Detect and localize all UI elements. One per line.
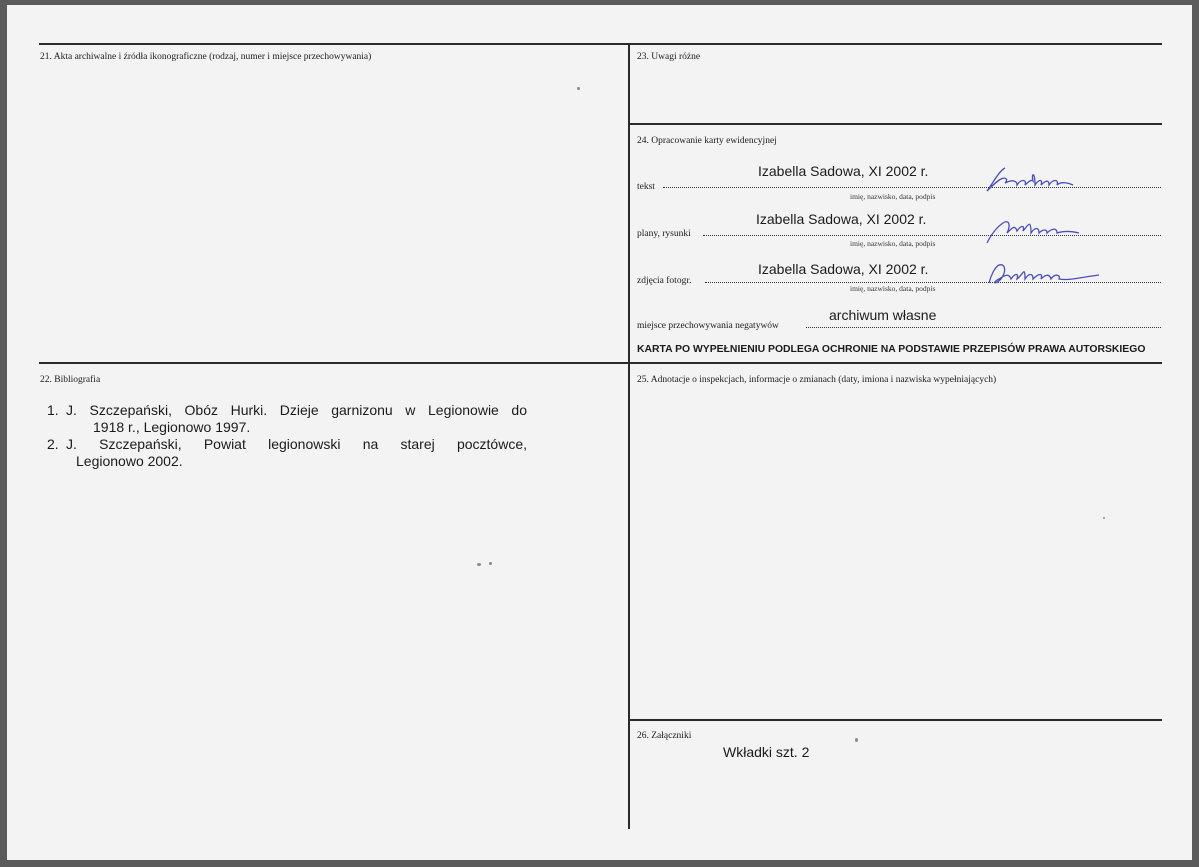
- center-divider: [628, 43, 630, 829]
- author-value: Izabella Sadowa, XI 2002 r.: [758, 261, 929, 277]
- section-25-label: 25. Adnotacje o inspekcjach, informacje o zmianach (daty, imiona i nazwiska wypełniających): [637, 375, 997, 385]
- signature-3: [983, 259, 1103, 289]
- paper-speck: [577, 87, 580, 90]
- fill-line: [806, 325, 1161, 328]
- bibliography-text: J. Szczepański, Powiat legionowski na starej pocztówce,: [66, 436, 527, 452]
- negatives-label: miejsce przechowywania negatywów: [637, 321, 779, 331]
- paper-speck: [489, 562, 492, 565]
- field-label-photos: zdjęcia fotogr.: [637, 276, 692, 286]
- bibliography-text-cont: Legionowo 2002.: [76, 453, 183, 469]
- field-hint: imię, nazwisko, data, podpis: [850, 284, 936, 293]
- negatives-value: archiwum własne: [829, 307, 937, 323]
- bibliography-number: 2.: [47, 436, 59, 452]
- author-value: Izabella Sadowa, XI 2002 r.: [756, 211, 927, 227]
- bibliography-list: [47, 402, 527, 470]
- middle-rule: [39, 362, 1162, 364]
- section-22-label: 22. Bibliografia: [40, 375, 101, 385]
- section-21-label: 21. Akta archiwalne i źródła ikonograficzne (rodzaj, numer i miejsce przechowywania): [40, 52, 372, 62]
- author-value: Izabella Sadowa, XI 2002 r.: [758, 163, 929, 179]
- fill-line: [703, 233, 1161, 236]
- top-rule: [39, 43, 1162, 45]
- signature-1: [983, 165, 1078, 195]
- bibliography-text: J. Szczepański, Obóz Hurki. Dzieje garnizonu w Legionowie do: [66, 402, 527, 418]
- bibliography-item: [47, 436, 527, 470]
- section-23-label: 23. Uwagi różne: [637, 52, 701, 62]
- copyright-notice: KARTA PO WYPEŁNIENIU PODLEGA OCHRONIE NA PODSTAWIE PRZEPISÓW PRAWA AUTORSKIEGO: [637, 344, 1146, 355]
- bibliography-item: [47, 402, 527, 436]
- field-label-text: tekst: [637, 182, 655, 192]
- field-hint: imię, nazwisko, data, podpis: [850, 192, 936, 201]
- field-label-plans: plany, rysunki: [637, 229, 691, 239]
- field-hint: imię, nazwisko, data, podpis: [850, 239, 936, 248]
- rule-23-24: [628, 123, 1162, 125]
- section-24-label: 24. Opracowanie karty ewidencyjnej: [637, 136, 777, 146]
- attachments-value: Wkładki szt. 2: [723, 744, 810, 760]
- bibliography-text-cont: 1918 r., Legionowo 1997.: [93, 419, 251, 435]
- paper-speck: [855, 738, 858, 742]
- paper-speck: [477, 563, 481, 566]
- section-26-label: 26. Załączniki: [637, 731, 692, 741]
- paper-speck: [1103, 517, 1105, 519]
- fill-line: [663, 185, 1161, 188]
- rule-25-26: [628, 719, 1162, 721]
- bibliography-number: 1.: [47, 402, 59, 418]
- signature-2: [983, 213, 1083, 247]
- record-card: [7, 5, 1192, 860]
